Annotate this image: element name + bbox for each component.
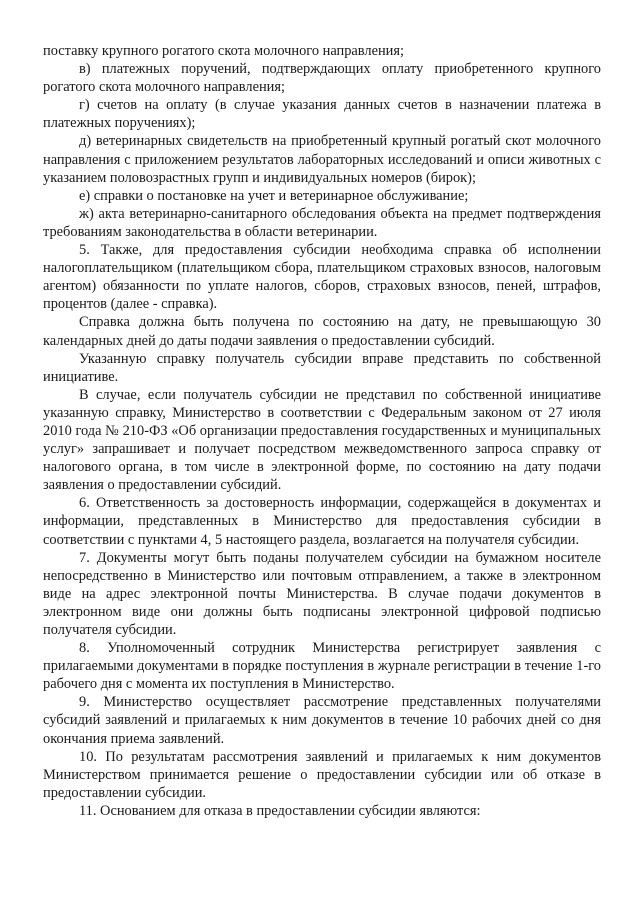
paragraph-clause-10: 10. По результатам рассмотрения заявлений и прилагаемых к ним документов Министерством принимается решение о предоставлении субсидии или об отказе в предоставлении субсидии. [43,748,601,801]
paragraph-item-d: д) ветеринарных свидетельств на приобретенный крупный рогатый скот молочного направления с приложением результатов лабораторных исследований и описи животных с указанием половозрастных групп и индивидуальных номеров (бирок); [43,133,601,186]
paragraph-clause-7: 7. Документы могут быть поданы получателем субсидии на бумажном носителе непосредственно в Министерство или почтовым отправлением, а также в электронном виде на адрес электронной почты Министерства. В случае подачи документов в электронном виде они должны быть подписаны электронной цифровой подписью получателя субсидии. [43,549,601,638]
paragraph-item-zh: ж) акта ветеринарно-санитарного обследования объекта на предмет подтверждения требованиям законодательства в области ветеринарии. [43,205,601,240]
paragraph-continuation: поставку крупного рогатого скота молочного направления; [43,43,405,59]
paragraph-certificate-date: Справка должна быть получена по состоянию на дату, не превышающую 30 календарных дней до даты подачи заявления о предоставлении субсидий. [43,314,601,349]
paragraph-item-g: г) счетов на оплату (в случае указания данных счетов в назначении платежа в платежных поручениях); [43,97,601,132]
paragraph-clause-8: 8. Уполномоченный сотрудник Министерства регистрирует заявления с прилагаемыми документами в порядке поступления в журнале регистрации в течение 1-го рабочего дня с момента их поступления в Министерство. [43,640,601,693]
paragraph-interagency-request: В случае, если получатель субсидии не представил по собственной инициативе указанную справку, Министерство в соответствии с Федеральным законом от 27 июля 2010 года № 210-ФЗ «Об организации предоставления государственных и муниципальных услуг» запрашивает и получает посредством межведомственного запроса справку от налогового органа, в том числе в электронной форме, по состоянию на дату подачи заявления о предоставлении субсидий. [43,386,601,494]
paragraph-item-e: е) справки о постановке на учет и ветеринарное обслуживание; [79,187,469,204]
paragraph-item-v: в) платежных поручений, подтверждающих оплату приобретенного крупного рогатого скота молочного направления; [43,61,601,96]
paragraph-clause-9: 9. Министерство осуществляет рассмотрение представленных получателями субсидий заявлений и прилагаемых к ним документов в течение 10 рабочих дней со дня окончания приема заявлений. [43,694,601,747]
document-body [43,42,601,820]
paragraph-clause-6: 6. Ответственность за достоверность информации, содержащейся в документах и информации, представленных в Министерство для предоставления субсидии в соответствии с пунктами 4, 5 настоящего раздела, возлагается на получателя субсидии. [43,495,601,548]
paragraph-clause-5: 5. Также, для предоставления субсидии необходима справка об исполнении налогоплательщиком (плательщиком сбора, плательщиком страховых взносов, налоговым агентом) обязанности по уплате налогов, сборов, страховых взносов, пеней, штрафов, процентов (далее - справка). [43,242,601,313]
paragraph-certificate-initiative: Указанную справку получатель субсидии вправе представить по собственной инициативе. [43,350,601,385]
paragraph-clause-11: 11. Основанием для отказа в предоставлении субсидии являются: [79,802,481,819]
